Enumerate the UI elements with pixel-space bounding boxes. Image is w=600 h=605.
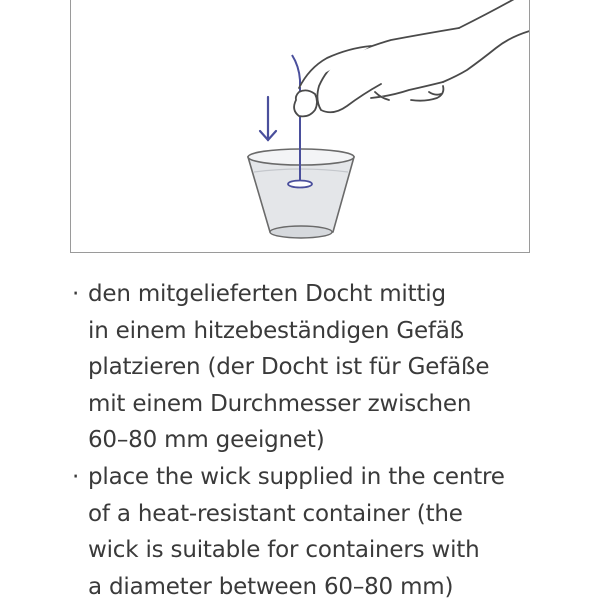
instruction-line: mit einem Durchmesser zwischen — [88, 390, 472, 417]
instruction-line: platzieren (der Docht ist für Gefäße — [88, 354, 490, 381]
bullet: · — [72, 463, 80, 490]
instruction-line: wick is suitable for containers with — [88, 537, 480, 564]
instruction-line: in einem hitzebeständigen Gefäß — [88, 317, 464, 344]
wick-placement-illustration — [71, 0, 530, 253]
bullet: · — [72, 281, 80, 307]
instruction-line: a diameter between 60–80 mm) — [88, 573, 454, 600]
down-arrow-icon — [260, 97, 276, 140]
instruction-item-en — [72, 459, 592, 605]
instruction-list — [72, 276, 592, 605]
instruction-line: place the wick supplied in the centre — [88, 463, 505, 490]
instruction-line: 60–80 mm geeignet) — [88, 427, 325, 454]
instruction-line: den mitgelieferten Docht mittig — [88, 281, 446, 307]
hand-icon — [294, 0, 530, 116]
instruction-item-de — [72, 276, 592, 459]
illustration-panel — [70, 0, 530, 253]
instruction-line: of a heat-resistant container (the — [88, 500, 463, 527]
